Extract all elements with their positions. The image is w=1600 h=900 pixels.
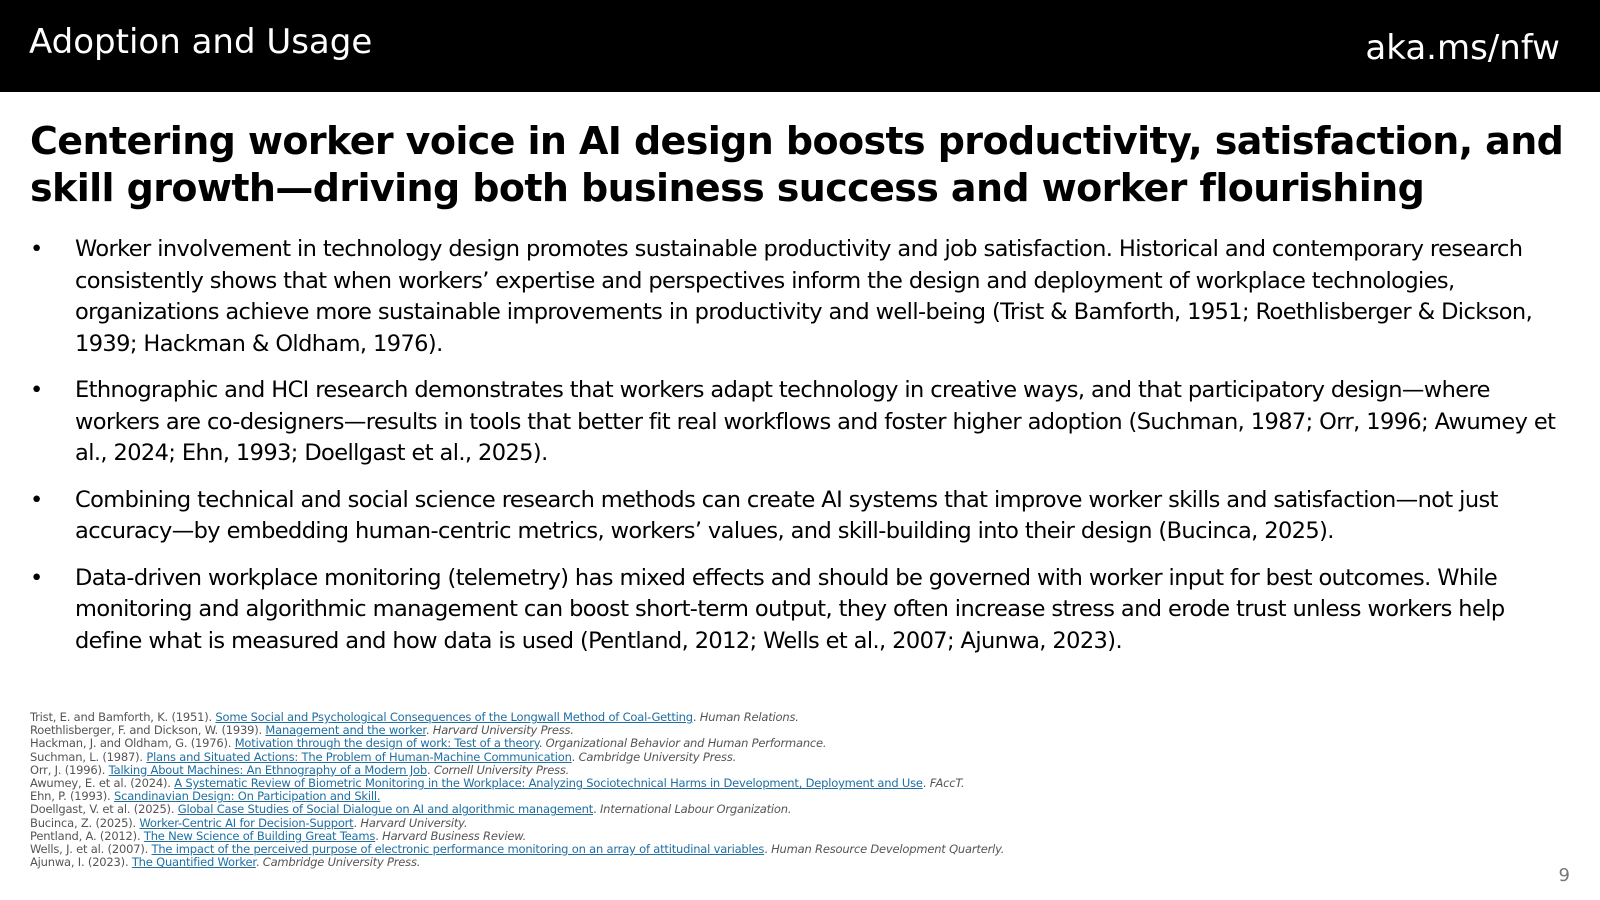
page-number: 9 (1558, 865, 1570, 886)
bullet-text: Worker involvement in technology design promotes sustainable productivity and job satisfaction. Historical and contemporary research consistently shows that when workers’ expertise and perspectives inform the design and deployment of workplace technologies, organizations achieve more sustainable improvements in productivity and well-being (Trist & Bamforth, 1951; Roethlisberger & Dickson, 1939; Hackman & Oldham, 1976). (75, 236, 1533, 357)
reference-source: FAccT. (929, 776, 965, 791)
reference-link[interactable]: Some Social and Psychological Consequences of the Longwall Method of Coal-Getting (215, 710, 693, 724)
reference-source: Cambridge University Press. (262, 855, 421, 870)
slide-headline: Centering worker voice in AI design boosts productivity, satisfaction, and skill growth—driving both business success and worker flourishing (30, 119, 1564, 210)
header-bar (0, 0, 1600, 92)
reference-source: Harvard University Press. (432, 723, 574, 738)
bullet-text: Combining technical and social science research methods can create AI systems that improve worker skills and satisfaction—not just accuracy—by embedding human-centric metrics, workers’ values, and skill-building into their design (Bucinca, 2025). (75, 486, 1498, 544)
reference-link[interactable]: Motivation through the design of work: Test of a theory (234, 736, 539, 751)
reference-link[interactable]: Scandinavian Design: On Participation and Skill. (113, 789, 381, 804)
reference-link[interactable]: Plans and Situated Actions: The Problem of Human-Machine Communication (146, 749, 572, 764)
reference-separator: . (692, 710, 700, 724)
bullet-marker: • (30, 486, 43, 513)
reference-separator: . (571, 749, 579, 764)
reference-separator: . (538, 736, 546, 751)
bullet-marker: • (30, 236, 43, 262)
reference-author: Ehn, P. (1993). (30, 789, 114, 804)
reference-source: Human Relations. (699, 710, 799, 724)
bullet-item (30, 234, 1560, 360)
bullet-item (30, 563, 1560, 658)
reference-separator: . (425, 723, 433, 738)
reference-link[interactable]: The impact of the perceived purpose of electronic performance monitoring on an array of attitudinal variables (151, 842, 765, 857)
references-list (30, 711, 1430, 869)
reference-link[interactable]: A Systematic Review of Biometric Monitoring in the Workplace: Analyzing Sociotechnical Harms in Development, Deployment and Use (174, 776, 923, 791)
bullet-marker: • (30, 564, 43, 591)
reference-author: Trist, E. and Bamforth, K. (1951). (30, 710, 216, 724)
bullet-text: Ethnographic and HCI research demonstrates that workers adapt technology in creative ways, and that participatory design—where workers are co-designers—results in tools that better fit real workflows and foster higher adoption (Suchman, 1987; Orr, 1996; Awumey et al., 2024; Ehn, 1993; Doellgast et al., 2025). (75, 377, 1556, 466)
reference-link[interactable]: Global Case Studies of Social Dialogue on AI and algorithmic management (177, 802, 594, 817)
reference-author: Orr, J. (1996). (30, 762, 109, 777)
reference-source: Cambridge University Press. (578, 749, 737, 764)
bullet-item (30, 485, 1560, 548)
reference-separator: . (764, 842, 772, 857)
reference-author: Roethlisberger, F. and Dickson, W. (1939). (30, 723, 266, 738)
reference-separator: . (255, 855, 263, 870)
reference-separator: . (375, 828, 383, 843)
reference-separator: . (353, 815, 361, 830)
reference-source: Harvard University. (360, 815, 468, 830)
reference-separator: . (426, 762, 434, 777)
reference-link[interactable]: Management and the worker (265, 723, 426, 738)
reference-link[interactable]: Talking About Machines: An Ethnography of a Modern Job (108, 762, 427, 777)
reference-author: Wells, J. et al. (2007). (30, 842, 152, 857)
reference-author: Doellgast, V. et al. (2025). (30, 802, 178, 817)
reference-item (30, 856, 1430, 869)
reference-author: Hackman, J. and Oldham, G. (1976). (30, 736, 235, 751)
bullet-item (30, 375, 1560, 470)
reference-source: Harvard Business Review. (382, 828, 527, 843)
bullet-marker: • (30, 377, 43, 403)
reference-link[interactable]: The Quantified Worker (131, 855, 256, 870)
reference-author: Suchman, L. (1987). (30, 749, 147, 764)
reference-separator: . (922, 776, 930, 791)
reference-source: Cornell University Press. (433, 762, 570, 777)
bullet-list (30, 234, 1560, 672)
reference-author: Pentland, A. (2012). (30, 828, 144, 843)
reference-author: Bucinca, Z. (2025). (30, 815, 140, 830)
header-short-link[interactable]: aka.ms/nfw (1365, 28, 1560, 68)
reference-link[interactable]: Worker-Centric AI for Decision-Support (139, 815, 354, 830)
reference-author: Awumey, E. et al. (2024). (30, 776, 175, 791)
reference-source: International Labour Organization. (599, 802, 792, 817)
reference-author: Ajunwa, I. (2023). (30, 855, 132, 870)
reference-separator: . (593, 802, 600, 817)
reference-link[interactable]: The New Science of Building Great Teams (143, 828, 376, 843)
reference-source: Organizational Behavior and Human Performance. (545, 736, 827, 751)
reference-source: Human Resource Development Quarterly. (771, 842, 1005, 857)
section-title: Adoption and Usage (29, 22, 373, 62)
bullet-text: Data-driven workplace monitoring (telemetry) has mixed effects and should be governed with worker input for best outcomes. While monitoring and algorithmic management can boost short-term output, they often increase stress and erode trust unless workers help define what is measured and how data is used (Pentland, 2012; Wells et al., 2007; Ajunwa, 2023). (75, 564, 1505, 654)
